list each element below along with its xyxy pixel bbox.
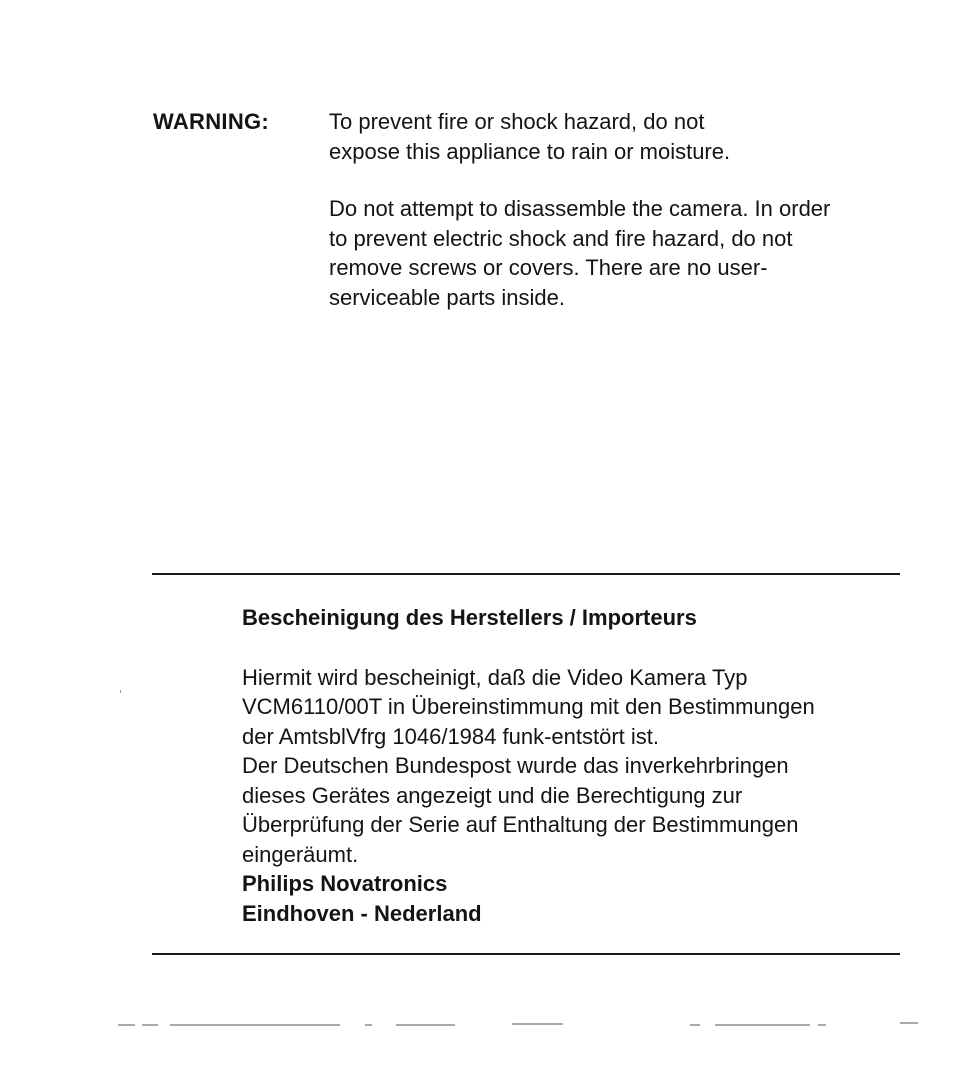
certificate-line: Hiermit wird bescheinigt, daß die Video Kamera Typ <box>242 664 748 690</box>
divider-bottom <box>152 953 900 955</box>
warning-label: WARNING: <box>153 109 270 134</box>
stray-scan-mark <box>120 690 121 693</box>
certificate-text <box>242 663 902 870</box>
divider-top <box>152 573 900 575</box>
manufacturer-certificate <box>242 603 902 928</box>
warning-paragraph-1 <box>329 107 929 166</box>
scan-artifact-dashes <box>0 1020 954 1030</box>
certificate-line: Der Deutschen Bundespost wurde das inverkehrbringen <box>242 753 789 778</box>
warning-line: To prevent fire or shock hazard, do not <box>329 109 705 134</box>
company-location: Eindhoven - Nederland <box>242 900 482 926</box>
warning-line: serviceable parts inside. <box>329 284 566 310</box>
warning-line: Do not attempt to disassemble the camera. In order <box>329 196 831 221</box>
certificate-title: Bescheinigung des Herstellers / Importeurs <box>242 605 697 630</box>
warning-body <box>329 107 929 312</box>
company-name: Philips Novatronics <box>242 871 448 896</box>
certificate-line: dieses Gerätes angezeigt und die Berechtigung zur <box>242 782 743 808</box>
certificate-line: VCM6110/00T in Übereinstimmung mit den Bestimmungen <box>242 694 815 719</box>
certificate-line: eingeräumt. <box>242 841 359 867</box>
certificate-line: der AmtsblVfrg 1046/1984 funk-entstört ist. <box>242 723 660 749</box>
company-block <box>242 869 902 928</box>
warning-line: to prevent electric shock and fire hazard, do not <box>329 225 793 251</box>
warning-line: expose this appliance to rain or moisture. <box>329 138 731 164</box>
warning-paragraph-2 <box>329 194 929 312</box>
warning-line: remove screws or covers. There are no user- <box>329 255 768 280</box>
certificate-line: Überprüfung der Serie auf Enthaltung der Bestimmungen <box>242 812 799 837</box>
